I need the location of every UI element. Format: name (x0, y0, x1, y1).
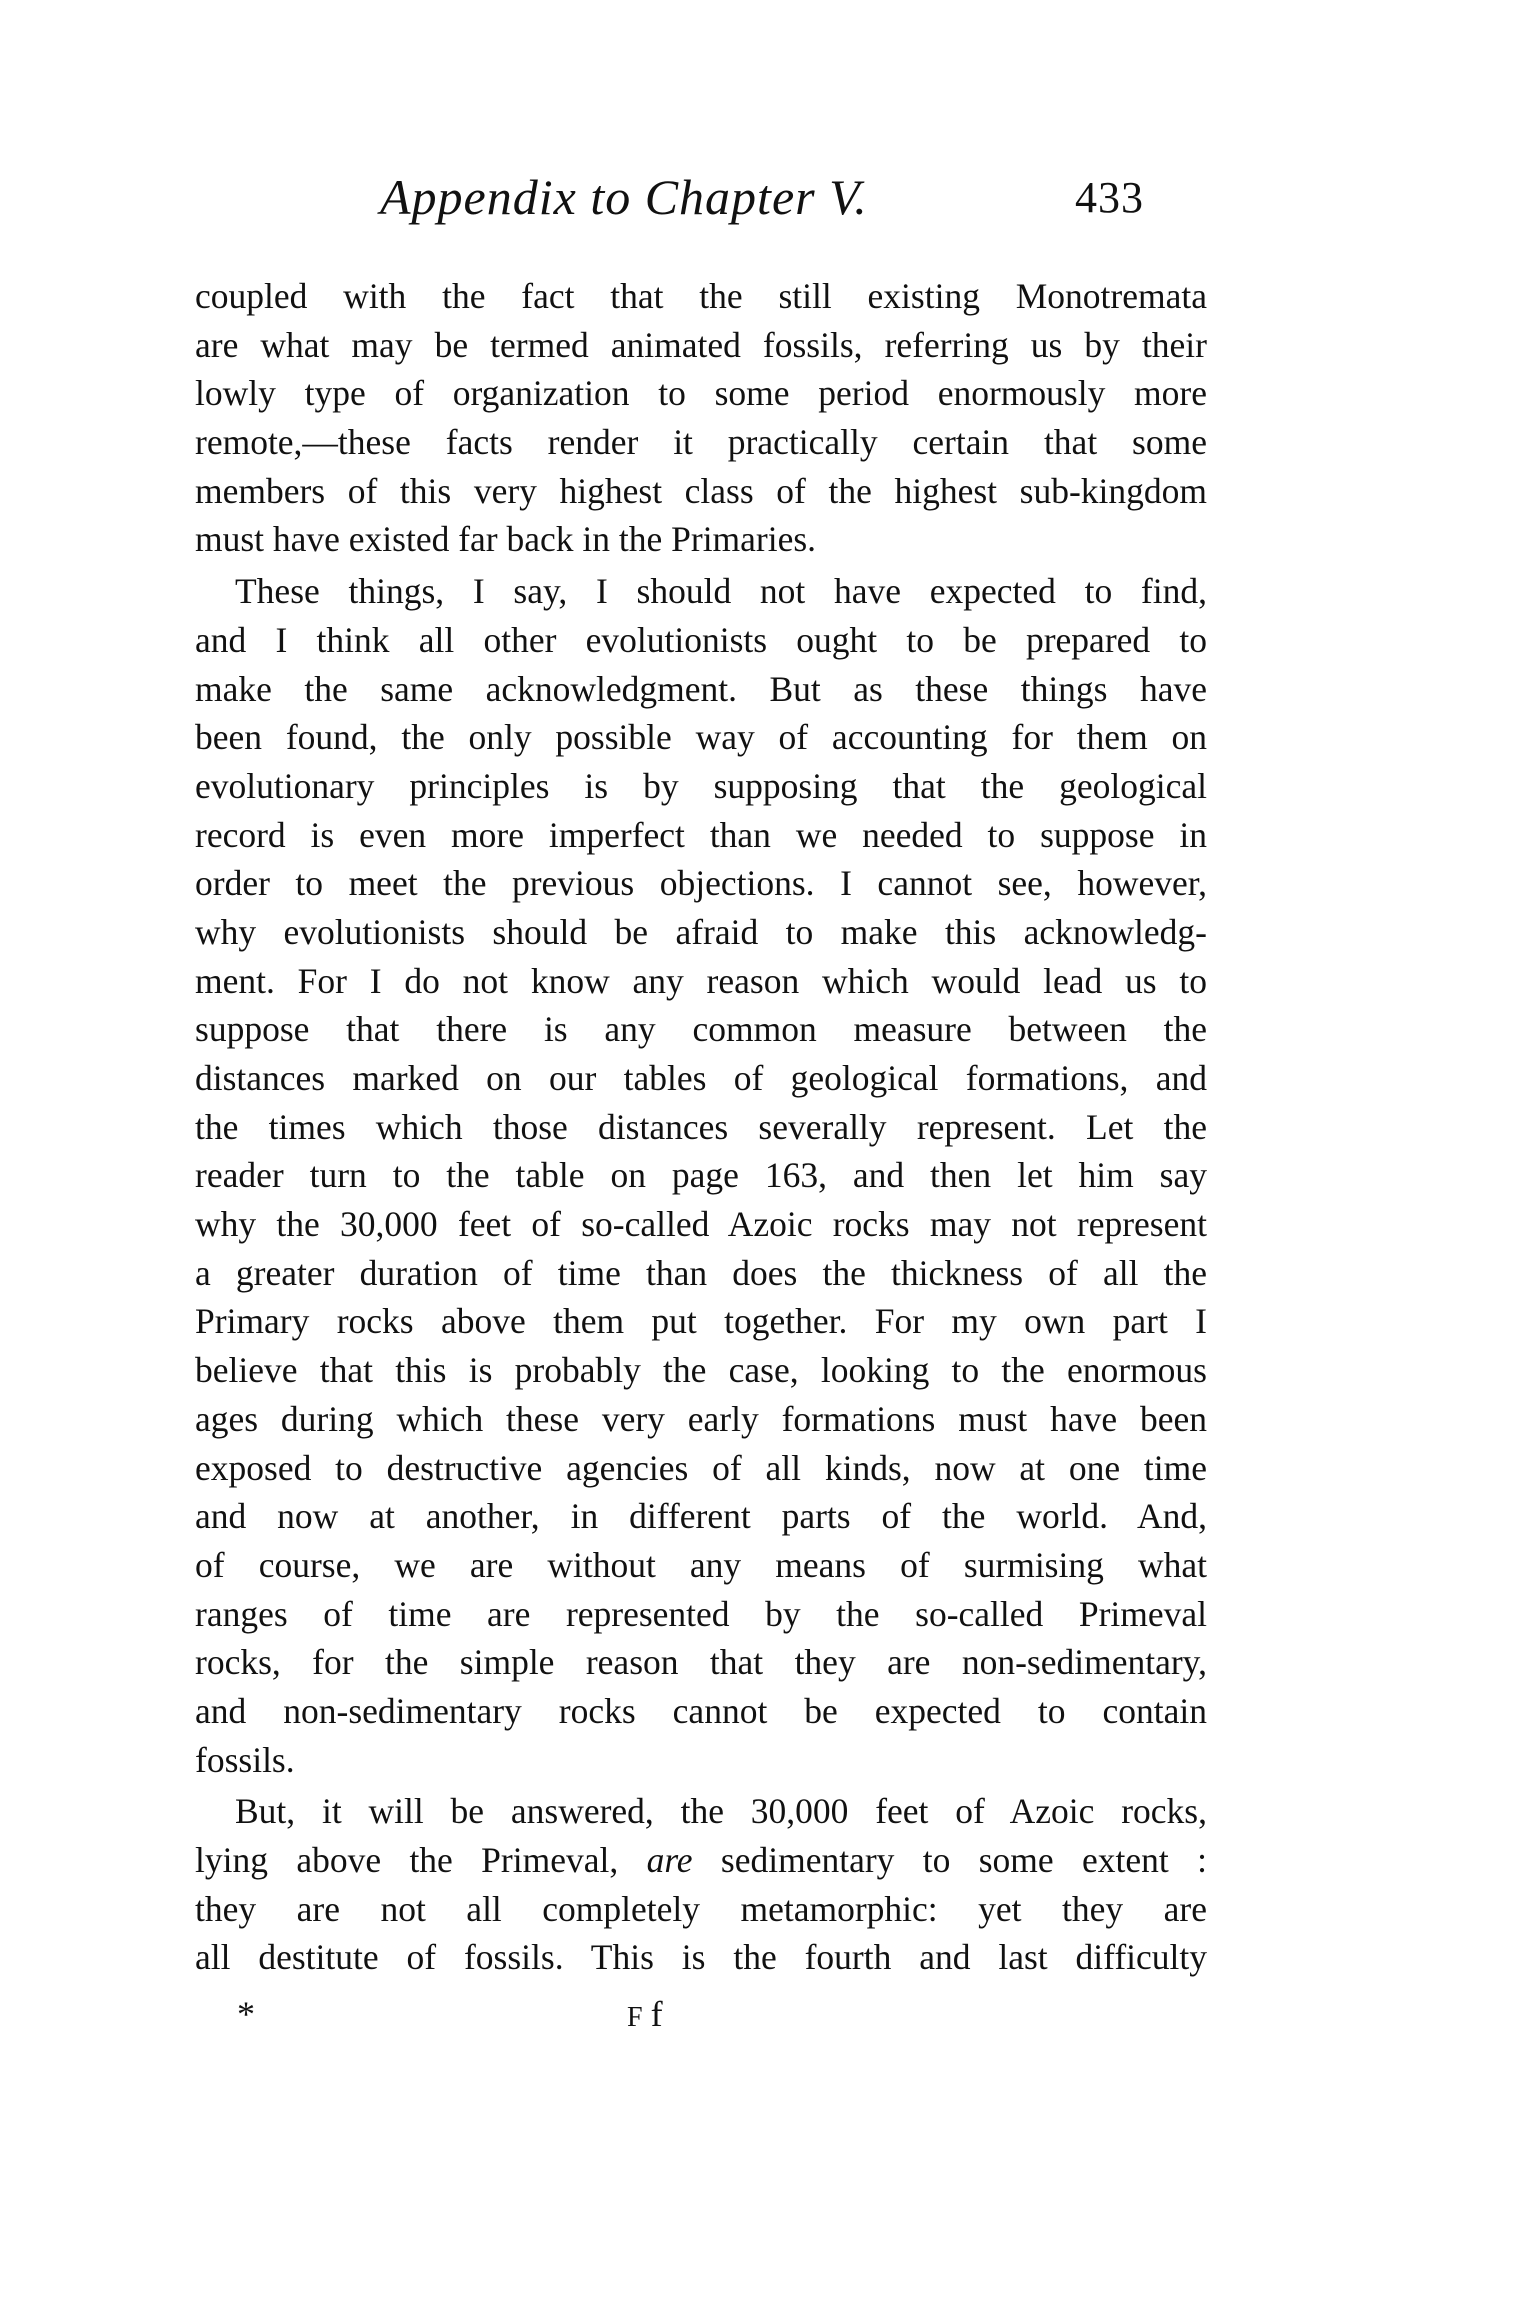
text-line: must have existed far back in the Primaries. (195, 519, 817, 560)
text-line: But, it will be answered, the 30,000 feet of Azoic rocks, (235, 1791, 1207, 1832)
running-head: Appendix to Chapter V. (380, 169, 868, 225)
signature-letter: F (627, 2002, 651, 2033)
text-line: ment. For I do not know any reason which would lead us to (195, 960, 1207, 1001)
text-line: a greater duration of time than does the thickness of all the (195, 1252, 1207, 1293)
text-line: ranges of time are represented by the so-called Primeval (195, 1593, 1207, 1634)
text-line: believe that this is probably the case, looking to the enormous (195, 1350, 1207, 1391)
asterisk-signature-mark: * (237, 1994, 255, 2034)
text-line: all destitute of fossils. This is the fourth and last difficulty (195, 1937, 1207, 1978)
text-segment: sedimentary to some extent : (692, 1840, 1207, 1880)
page-footer (195, 1993, 1207, 2043)
paragraph-3 (195, 1787, 1207, 1982)
text-line: members of this very highest class of the highest sub-kingdom (195, 470, 1207, 511)
text-line: are what may be termed animated fossils, referring us by their (195, 324, 1207, 365)
text-line: These things, I say, I should not have expected to find, (235, 571, 1207, 612)
text-line: order to meet the previous objections. I cannot see, however, (195, 863, 1207, 904)
text-line: and non-sedimentary rocks cannot be expected to contain (195, 1690, 1207, 1731)
text-line: record is even more imperfect than we needed to suppose in (195, 814, 1207, 855)
text-line: fossils. (195, 1739, 295, 1780)
page-number: 433 (1075, 173, 1144, 222)
body-text (195, 272, 1207, 1982)
text-segment: lying above the Primeval, (195, 1840, 647, 1880)
text-line (195, 1836, 1207, 1885)
paragraph-1 (195, 272, 1207, 564)
text-line: make the same acknowledgment. But as these things have (195, 668, 1207, 709)
page-header (195, 168, 1207, 238)
text-line: rocks, for the simple reason that they are non-sedimentary, (195, 1642, 1207, 1683)
text-line: reader turn to the table on page 163, and then let him say (195, 1155, 1207, 1196)
text-line: coupled with the fact that the still existing Monotremata (195, 276, 1207, 316)
text-line: suppose that there is any common measure between the (195, 1009, 1207, 1050)
emphasis-word: are (646, 1840, 693, 1880)
text-line: been found, the only possible way of accounting for them on (195, 717, 1207, 758)
text-line: and now at another, in different parts of the world. And, (195, 1496, 1207, 1537)
text-line: Primary rocks above them put together. For my own part I (195, 1301, 1207, 1342)
text-line: lowly type of organization to some period enormously more (195, 373, 1207, 414)
signature-letter: f (650, 1994, 671, 2034)
text-line: why evolutionists should be afraid to make this acknowledg- (195, 911, 1207, 952)
text-line: evolutionary principles is by supposing that the geological (195, 765, 1207, 806)
printer-signature (627, 1993, 671, 2035)
text-line: they are not all completely metamorphic: yet they are (195, 1888, 1207, 1929)
text-line: the times which those distances severally represent. Let the (195, 1106, 1207, 1147)
text-line: remote,—these facts render it practically certain that some (195, 422, 1207, 463)
text-line: exposed to destructive agencies of all kinds, now at one time (195, 1447, 1207, 1488)
text-line: and I think all other evolutionists ought to be prepared to (195, 619, 1207, 660)
text-line: why the 30,000 feet of so-called Azoic rocks may not represent (195, 1204, 1207, 1245)
text-line: distances marked on our tables of geological formations, and (195, 1058, 1207, 1098)
text-line: ages during which these very early formations must have been (195, 1398, 1207, 1439)
text-line: of course, we are without any means of surmising what (195, 1544, 1207, 1585)
paragraph-2 (195, 567, 1207, 1784)
